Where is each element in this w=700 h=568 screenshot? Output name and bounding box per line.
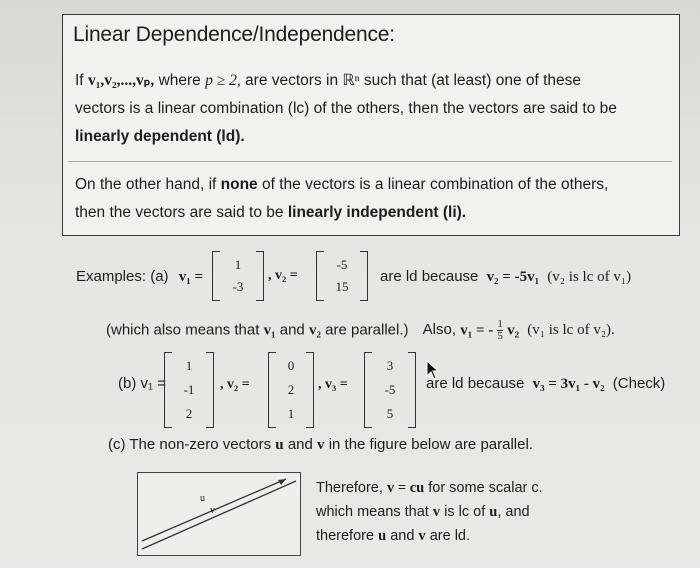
def2-p1: On the other hand, if (75, 176, 217, 193)
c-text: (c) The non-zero vectors (108, 436, 272, 453)
conclusion-line3 (316, 524, 543, 548)
eq-cu: v = cu (386, 480, 425, 496)
example-b-explanation (426, 375, 665, 393)
v-sym: v (317, 437, 325, 453)
vector-entry: 2 (287, 382, 295, 397)
conclusion-line2 (316, 500, 543, 524)
vector-entry: 1 (234, 257, 242, 272)
arrowhead (278, 479, 286, 485)
b-label: (b) v₁ = (118, 375, 166, 392)
none-word: none (220, 176, 258, 193)
conclusion-line1 (316, 476, 543, 500)
figure-svg (138, 473, 300, 555)
therefore-word: Therefore, (316, 480, 383, 496)
u-sym3: u (378, 528, 387, 544)
v2-label-b: , v₂ = (220, 377, 250, 392)
v-label: v (210, 505, 215, 516)
v1-label: v₁ = (178, 269, 203, 285)
vector-b-v3 (364, 352, 416, 428)
and-word: and (279, 321, 305, 339)
line-u (142, 481, 296, 549)
eq-b: v₃ = 3v₁ - v₂ (532, 376, 605, 392)
vector-entry: 1 (287, 406, 295, 421)
ld-term: linearly dependent (ld). (75, 128, 245, 145)
vector-a-v1 (212, 251, 264, 301)
v-sym2: v (432, 504, 441, 520)
page-title: Linear Dependence/Independence: (73, 23, 395, 46)
which-means: (which also means that (106, 321, 260, 339)
and-word-3: and (390, 528, 415, 544)
space-rn: ℝⁿ (342, 72, 360, 89)
v2-sym: v₂ (308, 322, 321, 339)
therefore-word-2: therefore (316, 528, 375, 544)
v1-sym: v₁ (263, 322, 276, 339)
parallel-vectors-figure (137, 472, 301, 556)
example-a-line2 (106, 319, 615, 342)
vector-entry: -3 (232, 279, 244, 294)
parallel-word: are parallel.) (325, 321, 409, 339)
vector-b-v1 (164, 352, 214, 428)
def-line2: vectors is a linear combination (lc) of the others, then the vectors are said to be (75, 100, 617, 117)
scalar-text: for some scalar c. (428, 480, 543, 496)
v3-label-b: , v₃ = (318, 377, 348, 392)
vector-b-v2 (268, 352, 314, 428)
if-word: If (75, 72, 84, 89)
frac-num: 1 (497, 318, 503, 330)
u-sym2: u (489, 504, 498, 520)
vector-entry: 5 (386, 406, 394, 421)
eq-a2: v₁ = - (460, 322, 494, 339)
example-a-label (76, 268, 203, 286)
vector-entry: 2 (185, 406, 193, 421)
def2-p3: then the vectors are said to be (75, 204, 284, 221)
vector-entry: -5 (336, 257, 348, 272)
condition: p ≥ 2, (205, 72, 241, 89)
where-word: where (158, 72, 201, 89)
def2-p2: of the vectors is a linear combination of the others, (261, 176, 609, 193)
eq-a2-tail: v₂ (507, 322, 520, 339)
vector-entry: 0 (287, 358, 295, 373)
example-a-explanation (380, 268, 631, 286)
are-vectors-in: are vectors in (245, 72, 339, 89)
v2-label: , v₂ = (268, 268, 298, 283)
ld-because: are ld because (380, 268, 479, 285)
u-sym: u (275, 437, 284, 453)
are-ld: are ld. (429, 528, 471, 544)
li-term: linearly independent (li). (287, 204, 467, 221)
note-a: (v₂ is lc of v₁) (547, 269, 632, 285)
vector-a-v2 (316, 251, 368, 301)
vector-entry: 1 (185, 358, 193, 373)
vector-entry: 3 (386, 358, 394, 373)
divider (68, 161, 672, 162)
check-word: (Check) (612, 375, 666, 392)
note-a2: (v₁ is lc of v₂). (527, 322, 615, 339)
definition-li (75, 171, 671, 227)
definition-card (62, 14, 680, 236)
also-word: Also, (422, 321, 457, 339)
mouse-cursor-icon (426, 360, 440, 380)
vector-list: v₁,v₂,...,vₚ, (87, 72, 155, 89)
which-means-that: which means that (316, 504, 429, 520)
is-lc-of: is lc of (444, 504, 486, 520)
and-word-c: and (287, 436, 313, 453)
def-rest1: such that (at least) one of these (363, 72, 582, 89)
v-sym3: v (418, 528, 426, 544)
examples-label: Examples: (a) (76, 268, 169, 285)
eq-a: v₂ = -5v₁ (486, 269, 540, 285)
u-label: u (200, 493, 205, 504)
conclusion (316, 476, 543, 548)
fraction (497, 319, 503, 342)
c-rest: in the figure below are parallel. (328, 436, 533, 453)
definition-ld (75, 67, 671, 151)
and-word-2: , and (497, 504, 530, 520)
vector-entry: -5 (384, 382, 396, 397)
ld-because-b: are ld because (426, 375, 525, 392)
example-c-text (108, 436, 533, 454)
example-b-label (118, 375, 166, 392)
frac-den: 5 (497, 330, 503, 342)
vector-entry: -1 (183, 382, 195, 397)
vector-entry: 15 (335, 279, 349, 294)
